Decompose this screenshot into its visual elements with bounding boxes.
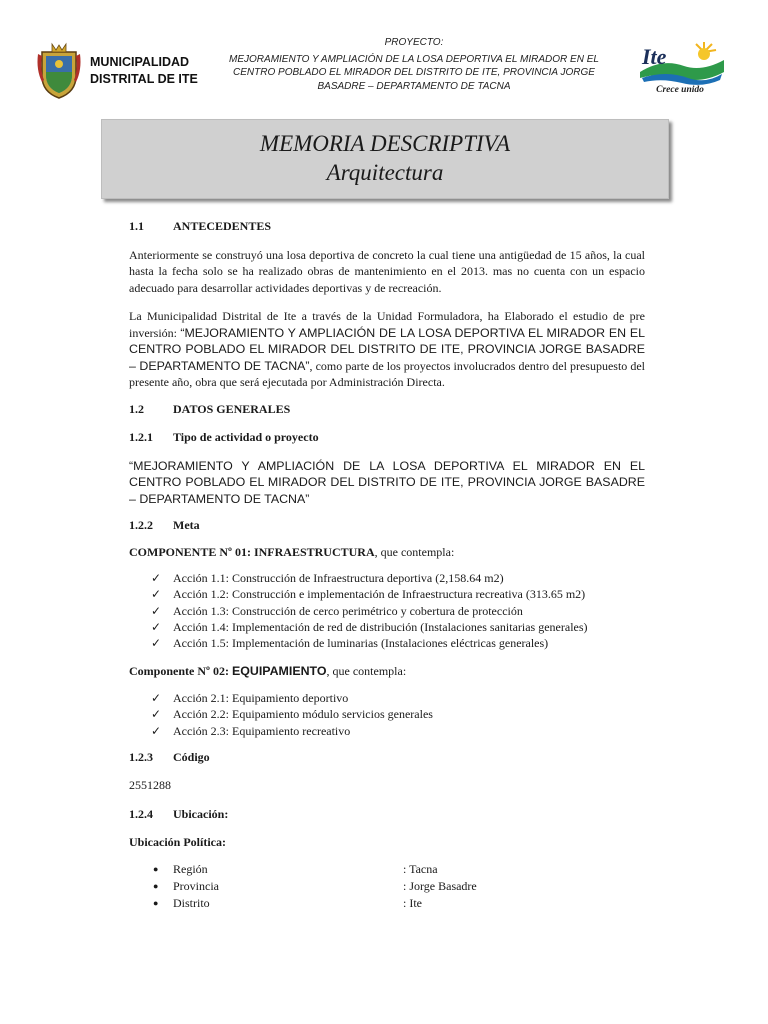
list-item bbox=[151, 570, 645, 586]
list-item bbox=[151, 690, 645, 706]
title-box bbox=[101, 119, 669, 199]
municipal-crest-icon bbox=[36, 42, 82, 100]
section-number: 1.2.3 bbox=[129, 749, 153, 764]
project-line-3: BASADRE – DEPARTAMENTO DE TACNA bbox=[317, 80, 511, 92]
paragraph-part: La Municipalidad Distrital de Ite a través de la Unidad Formuladora, ha Elaborado el estudio de pre inversión: bbox=[129, 309, 645, 340]
ubicacion-politica-title: Ubicación Política: bbox=[129, 835, 226, 850]
slogan: Crece unido bbox=[656, 85, 704, 95]
location-row bbox=[151, 861, 645, 878]
location-label: Región bbox=[173, 861, 208, 876]
list-item bbox=[151, 619, 645, 635]
document-subtitle: Arquitectura bbox=[326, 160, 444, 185]
component-2-title: EQUIPAMIENTO bbox=[231, 664, 327, 679]
section-number: 1.2.1 bbox=[129, 430, 153, 444]
paragraph-part: , como parte de los proyectos involucrados dentro del presupuesto del presente año, obra que será ejecutada por Administración Directa. bbox=[129, 358, 645, 389]
bullet-icon: ● bbox=[153, 863, 159, 874]
list-item-text: Acción 2.3: Equipamiento recreativo bbox=[173, 723, 351, 738]
section-heading-datos-generales bbox=[129, 401, 645, 418]
check-icon: ✓ bbox=[151, 571, 162, 585]
location-value: : Tacna bbox=[403, 861, 438, 876]
section-title: ANTECEDENTES bbox=[173, 219, 272, 233]
municipality-line-1: MUNICIPALIDAD bbox=[90, 55, 190, 69]
codigo-value: 2551288 bbox=[129, 778, 171, 793]
document-title: MEMORIA DESCRIPTIVA bbox=[259, 131, 511, 156]
check-icon: ✓ bbox=[151, 636, 162, 651]
paragraph-antecedentes-1: Anteriormente se construyó una losa deportiva de concreto la cual tiene una antigüedad de 15 años, la cual hasta la fecha solo se ha realizado obras de mantenimiento en el 2013. mas no cuenta con un espacio adecuado para desarrollar actividades deportivas y de recreación. bbox=[129, 247, 645, 295]
project-line-2: CENTRO POBLADO EL MIRADOR DEL DISTRITO DE ITE, PROVINCIA JORGE bbox=[233, 67, 595, 78]
municipality-name bbox=[90, 54, 198, 88]
section-number: 1.2.4 bbox=[129, 806, 153, 821]
subsection-heading-meta bbox=[129, 517, 645, 534]
bullet-icon: ● bbox=[153, 897, 159, 908]
list-item bbox=[151, 586, 645, 602]
component-1-suffix: , que contempla: bbox=[374, 544, 455, 559]
list-item bbox=[151, 603, 645, 619]
list-item-text: Acción 1.2: Construcción e implementación de Infraestructura recreativa (313.65 m2) bbox=[173, 587, 586, 602]
check-icon: ✓ bbox=[151, 619, 162, 634]
header-municipality bbox=[36, 42, 236, 102]
component-2-heading bbox=[129, 663, 645, 680]
subsection-heading-tipo bbox=[129, 429, 645, 446]
bullet-icon: ● bbox=[153, 880, 159, 891]
list-item bbox=[151, 706, 645, 722]
location-value: : Jorge Basadre bbox=[403, 878, 477, 893]
list-item-text: Acción 1.4: Implementación de red de distribución (Instalaciones sanitarias generales) bbox=[173, 619, 588, 634]
check-icon: ✓ bbox=[151, 603, 162, 618]
list-item-text: Acción 2.2: Equipamiento módulo servicios generales bbox=[173, 707, 433, 722]
ite-logo-text: Ite bbox=[642, 44, 667, 69]
project-name-paragraph: “MEJORAMIENTO Y AMPLIACIÓN DE LA LOSA DEPORTIVA EL MIRADOR EN EL CENTRO POBLADO EL MIRADOR DEL DISTRITO DE ITE, PROVINCIA JORGE BASADRE – DEPARTAMENTO DE TACNA” bbox=[129, 458, 645, 506]
subsection-heading-ubicacion bbox=[129, 806, 645, 823]
component-2-title-part: Componente Nº 02: bbox=[129, 664, 232, 679]
subsection-heading-codigo bbox=[129, 749, 645, 766]
list-item-text: Acción 1.3: Construcción de cerco perimétrico y cobertura de protección bbox=[173, 603, 523, 618]
section-number: 1.2.2 bbox=[129, 518, 153, 532]
section-title: Tipo de actividad o proyecto bbox=[173, 430, 319, 444]
ite-logo bbox=[632, 38, 728, 102]
component-1-list bbox=[129, 570, 645, 651]
ite-logo-icon bbox=[632, 38, 728, 88]
check-icon: ✓ bbox=[151, 690, 162, 705]
location-label: Distrito bbox=[173, 895, 210, 910]
list-item-text: Acción 1.5: Implementación de luminarias (Instalaciones eléctricas generales) bbox=[173, 636, 549, 651]
section-number: 1.1 bbox=[129, 219, 144, 233]
check-icon: ✓ bbox=[151, 723, 162, 738]
section-heading-antecedentes bbox=[129, 218, 645, 235]
ubicacion-politica-heading bbox=[129, 834, 645, 851]
list-item bbox=[151, 723, 645, 739]
component-2-suffix: , que contempla: bbox=[326, 664, 407, 679]
section-number: 1.2 bbox=[129, 401, 144, 416]
list-item bbox=[151, 635, 645, 651]
project-line-1: MEJORAMIENTO Y AMPLIACIÓN DE LA LOSA DEPORTIVA EL MIRADOR EN EL bbox=[229, 53, 599, 65]
component-1-title: COMPONENTE Nº 01: INFRAESTRUCTURA bbox=[129, 544, 375, 559]
paragraph-antecedentes-2 bbox=[129, 308, 645, 391]
list-item-text: Acción 1.1: Construcción de Infraestructura deportiva (2,158.64 m2) bbox=[173, 571, 504, 585]
section-title: Meta bbox=[173, 518, 200, 532]
project-header bbox=[228, 36, 600, 93]
section-title: DATOS GENERALES bbox=[173, 401, 291, 416]
location-row bbox=[151, 878, 645, 895]
location-list bbox=[129, 861, 645, 912]
section-title: Ubicación: bbox=[173, 806, 229, 821]
check-icon: ✓ bbox=[151, 587, 162, 602]
document-body bbox=[129, 218, 645, 912]
project-label: PROYECTO: bbox=[384, 37, 444, 48]
location-label: Provincia bbox=[173, 878, 219, 893]
list-item-text: Acción 2.1: Equipamiento deportivo bbox=[173, 690, 349, 705]
component-1-heading bbox=[129, 544, 645, 561]
section-title: Código bbox=[173, 749, 210, 764]
location-value: : Ite bbox=[403, 895, 422, 910]
municipality-line-2: DISTRITAL DE ITE bbox=[90, 72, 198, 86]
component-2-list bbox=[129, 690, 645, 739]
project-name-quote: “MEJORAMIENTO Y AMPLIACIÓN DE LA LOSA DEPORTIVA EL MIRADOR EN EL CENTRO POBLADO EL MIRADOR DEL DISTRITO DE ITE, PROVINCIA JORGE BASADRE – DEPARTAMENTO DE TACNA” bbox=[129, 325, 646, 373]
check-icon: ✓ bbox=[151, 707, 162, 722]
location-row bbox=[151, 895, 645, 912]
